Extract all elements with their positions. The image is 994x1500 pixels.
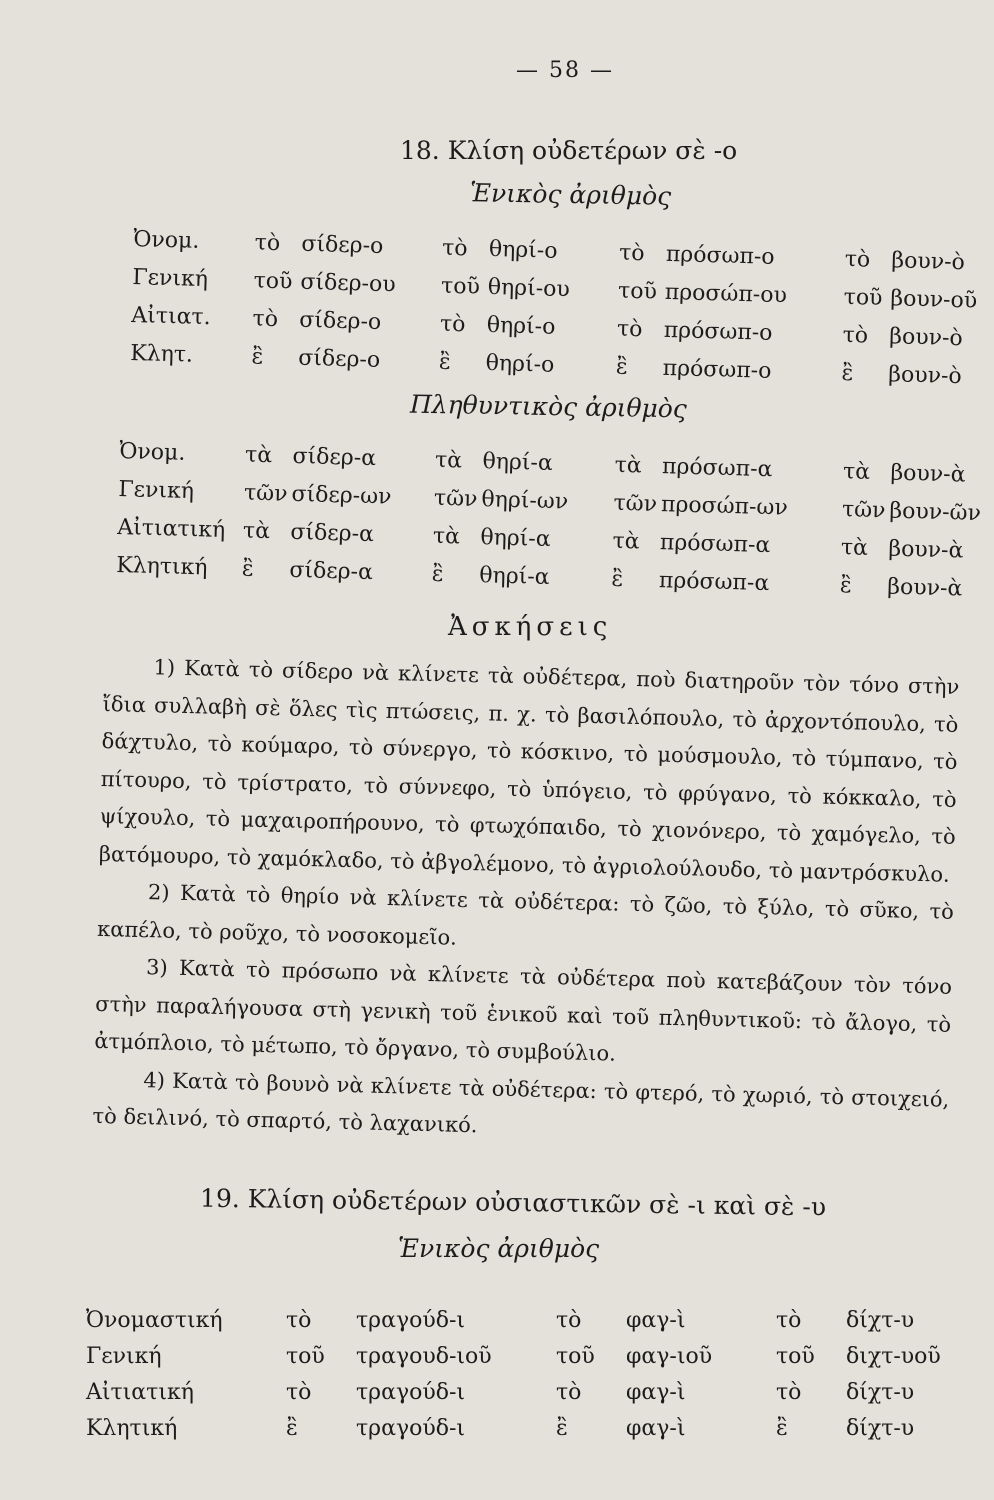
noun-form: δίχτ-υ — [846, 1307, 915, 1333]
article: τοῦ — [286, 1343, 325, 1369]
article: τὰ — [242, 517, 271, 544]
noun-form: φαγ-ὶ — [626, 1379, 686, 1405]
noun-form: δίχτ-υ — [846, 1415, 915, 1441]
article: τῶν — [243, 479, 288, 507]
noun-form: βουν-ὰ — [887, 573, 963, 602]
article: τῶν — [613, 490, 658, 517]
exercise-1: 1) Κατὰ τὸ σίδερο νὰ κλίνετε τὰ οὐδέτερα, ποὺ διατηροῦν τὸν τόνο στὴν ἴδια συλλαβὴ σὲ ὅλες τὶς πτώσεις, π. χ. τὸ βασιλόπουλο, τὸ ἀρχοντόπουλο, τὸ δάχτυλο, τὸ κούμαρο, τὸ σύνεργο, τὸ κόσκινο, τὸ μούσμουλο, τὸ τύμπανο, τὸ πίτουρο, τὸ τρίστρατο, τὸ σύννεφο, τὸ ὑπόγειο, τὸ φρύγανο, τὸ κόκκαλο, τὸ ψίχουλο, τὸ μαχαιροπήρουνο, τὸ φτωχόπαιδο, τὸ χιονόνερο, τὸ χαμόγελο, τὸ βατόμουρο, τὸ χαμόκλαδο, τὸ ἀβγολέμονο, τὸ ἀγριολούλουδο, τὸ μαντρόσκυλο. — [98, 655, 960, 887]
declension-row — [86, 1302, 941, 1338]
noun-form: σίδερ-α — [290, 519, 375, 547]
article: τῶν — [433, 485, 478, 512]
article: τοῦ — [253, 267, 293, 294]
case-label: Αἰτιατ. — [130, 302, 212, 330]
declension-row — [86, 1374, 941, 1410]
noun-form: βουν-ὰ — [890, 460, 966, 488]
noun-form: βουν-ὸ — [887, 361, 963, 389]
case-label: Γενική — [118, 476, 195, 504]
article: τὸ — [439, 311, 466, 337]
noun-form: φαγ-ιοῦ — [626, 1343, 713, 1369]
article: τὸ — [252, 305, 279, 332]
noun-form: θηρί-α — [482, 448, 554, 476]
noun-form: πρόσωπ-α — [659, 529, 771, 558]
article: ἒ — [431, 561, 445, 587]
section-18-singular-heading: Ἑνικὸς ἀριθμὸς — [469, 178, 672, 211]
noun-form: θηρί-ο — [488, 236, 558, 264]
article: τὰ — [244, 442, 273, 468]
noun-form: θηρί-ων — [481, 486, 569, 515]
noun-form: τραγούδ-ι — [356, 1415, 466, 1441]
noun-form: θηρί-α — [480, 524, 552, 552]
exercise-3: 3) Κατὰ τὸ πρόσωπο νὰ κλίνετε τὰ οὐδέτερα ποὺ κατεβάζουν τὸν τόνο στὴν παραλήγουσα στὴ γενικὴ τοῦ ἑνικοῦ καὶ τοῦ πληθυντικοῦ: τὸ ἄλογο, τὸ ἀτμόπλοιο, τὸ μέτωπο, τὸ ὄργανο, τὸ συμβούλιο. — [94, 955, 953, 1066]
noun-form: σίδερ-ου — [300, 269, 396, 297]
noun-form: φαγ-ὶ — [626, 1307, 686, 1333]
case-label: Γενική — [86, 1343, 162, 1369]
noun-form: πρόσωπ-α — [661, 453, 773, 482]
article: τοῦ — [776, 1343, 815, 1369]
noun-form: πρόσωπ-α — [658, 567, 770, 596]
noun-form: διχτ-υοῦ — [846, 1343, 941, 1369]
case-label: Ὀνομαστική — [86, 1307, 223, 1333]
article: τοῦ — [843, 284, 883, 311]
section-19-title: 19. Κλίση οὐδετέρων οὐσιαστικῶν σὲ -ι καὶ σὲ -υ — [199, 1183, 827, 1222]
exercises-list — [92, 648, 960, 1156]
article: τὸ — [844, 246, 871, 273]
case-label: Γενική — [132, 264, 209, 292]
declension-row — [86, 1338, 941, 1374]
noun-form: θηρί-ου — [487, 274, 571, 302]
noun-form: βουν-ὰ — [888, 536, 964, 564]
article: τὸ — [286, 1379, 312, 1405]
case-label: Κλητική — [86, 1415, 178, 1441]
article: τὸ — [441, 235, 468, 261]
article: τὸ — [776, 1379, 802, 1405]
article: τὰ — [432, 523, 461, 550]
noun-form: φαγ-ὶ — [626, 1415, 686, 1441]
article: ἒ — [438, 349, 452, 375]
noun-form: σίδερ-α — [289, 557, 374, 585]
article: τὰ — [614, 452, 643, 479]
case-label: Ὀνομ. — [119, 438, 186, 466]
noun-form: θηρί-α — [478, 562, 550, 590]
article: τὸ — [556, 1307, 582, 1333]
section-18-plural-heading: Πληθυντικὸς ἀριθμὸς — [409, 389, 688, 424]
article: τὸ — [616, 316, 643, 342]
noun-form: τραγουδ-ιοῦ — [356, 1343, 492, 1369]
noun-form: σίδερ-ο — [297, 345, 381, 373]
article: τὰ — [840, 534, 869, 561]
article: τὸ — [556, 1379, 582, 1405]
exercise-4: 4) Κατὰ τὸ βουνὸ νὰ κλίνετε τὰ οὐδέτερα: τὸ φτερό, τὸ χωριό, τὸ στοιχειό, τὸ δειλινό, τὸ σπαρτό, τὸ λαχανικό. — [92, 1067, 950, 1138]
article: ἒ — [241, 555, 255, 582]
case-label: Κλητική — [115, 552, 208, 580]
section-19-singular-table — [86, 1302, 941, 1446]
article: ἒ — [556, 1415, 568, 1441]
case-label: Αἰτιατική — [86, 1379, 194, 1405]
article: ἒ — [251, 343, 264, 370]
article: τὸ — [254, 229, 281, 256]
section-18-plural-table — [116, 432, 994, 608]
section-19-singular-heading: Ἑνικὸς ἀριθμὸς — [398, 1234, 600, 1263]
section-18-singular-table — [130, 220, 994, 396]
noun-form: βουν-ὸ — [889, 323, 964, 351]
noun-form: δίχτ-υ — [846, 1379, 915, 1405]
noun-form: σίδερ-ο — [298, 307, 382, 335]
article: ἒ — [839, 572, 853, 598]
noun-form: τραγούδ-ι — [356, 1379, 466, 1405]
noun-form: θηρί-ο — [486, 312, 556, 340]
article: τὸ — [286, 1307, 312, 1333]
article: τὰ — [434, 447, 463, 474]
article: τοῦ — [440, 273, 481, 300]
case-label: Ὀνομ. — [133, 226, 200, 254]
page-number: — 58 — — [516, 58, 614, 83]
noun-form: θηρί-ο — [485, 350, 555, 378]
article: τὸ — [618, 240, 645, 266]
article: τὰ — [842, 458, 871, 485]
article: τοῦ — [556, 1343, 595, 1369]
noun-form: προσώπ-ου — [664, 279, 788, 308]
article: τὸ — [842, 322, 869, 349]
noun-form: βουν-ὸ — [891, 247, 966, 275]
article: ἒ — [615, 354, 629, 380]
article: τὰ — [612, 528, 640, 555]
noun-form: σίδερ-ο — [301, 231, 384, 259]
section-18-title: 18. Κλίση οὐδετέρων σὲ -ο — [400, 136, 738, 165]
article: ἒ — [776, 1415, 788, 1441]
exercises-heading: Ἀσκήσεις — [448, 612, 613, 642]
case-label: Κλητ. — [129, 340, 194, 368]
noun-form: βουν-ῶν — [889, 498, 982, 526]
noun-form: πρόσωπ-ο — [665, 241, 775, 270]
noun-form: βουν-οῦ — [890, 285, 978, 314]
noun-form: προσώπ-ων — [660, 491, 789, 521]
article: ἒ — [286, 1415, 298, 1441]
noun-form: πρόσωπ-ο — [663, 317, 773, 346]
noun-form: πρόσωπ-ο — [662, 355, 772, 384]
declension-row — [86, 1410, 941, 1446]
article: ἒ — [611, 566, 624, 592]
article: ἒ — [841, 360, 854, 386]
noun-form: σίδερ-α — [292, 443, 377, 471]
article: τῶν — [841, 496, 886, 523]
noun-form: σίδερ-ων — [291, 481, 392, 510]
article: τοῦ — [617, 278, 658, 305]
article: τὸ — [776, 1307, 802, 1333]
exercise-2: 2) Κατὰ τὸ θηρίο νὰ κλίνετε τὰ οὐδέτερα: τὸ ζῶο, τὸ ξύλο, τὸ σῦκο, τὸ καπέλο, τὸ ροῦχο, τὸ νοσοκομεῖο. — [96, 880, 955, 950]
noun-form: τραγούδ-ι — [356, 1307, 466, 1333]
case-label: Αἰτιατική — [116, 514, 226, 543]
